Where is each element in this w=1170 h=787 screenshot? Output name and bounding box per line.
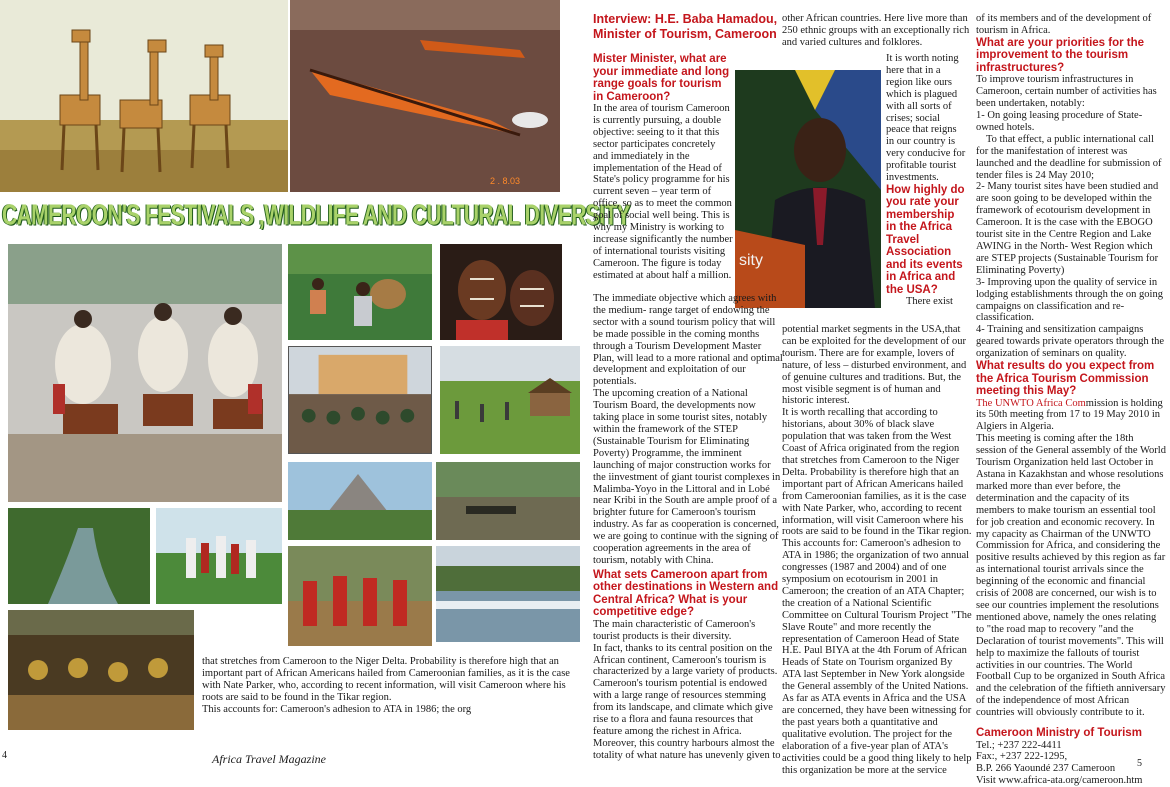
column-2-lower	[782, 324, 972, 776]
col2-paragraph-3: potential market segments in the USA,that can be exploited for the development of our tourism. There are for example, lovers of nature, of less – disturbed environment, and of genuine cultures and traditions. But, the most visible segment is of human and historic interest.	[782, 324, 967, 407]
contact-title: Cameroon Ministry of Tourism	[976, 727, 1142, 740]
col2-paragraph-4: It is worth recalling that according to historians, about 30% of black slave population that was taken from the West Coast of Africa originated from the region that stretches from Cameroon to the Niger Delta. Probability is therefore high that an important part of African Americans hailed from Cameroonian families, as it is the case with Nate Parker, who, according to recent information, will visit Cameroon where his roots are said to be found in the Tikar region.	[782, 407, 972, 538]
contact-fax: Fax:, +237 222-1295,	[976, 751, 1068, 763]
bottom-left-paragraph: that stretches from Cameroon to the Niger Delta. Probability is therefore high that an important part of African Americans hailed from Cameroonian families, as it is the case with Nate Parker, who, according to recent information, will visit Cameroon where his roots are said to be found in the Tikar region.	[202, 656, 570, 703]
col2-paragraph-1: other African countries. Here live more than 250 ethnic groups with an exceptionally rich and varied cultures and folklores.	[782, 13, 970, 48]
magazine-name: Africa Travel Magazine	[212, 752, 326, 766]
bottom-left-paragraph-2: This accounts for: Cameroon's adhesion to ATA in 1986; the org	[202, 703, 472, 715]
river-forest-photo	[8, 508, 150, 604]
column-1-lower	[593, 293, 783, 761]
page-headline: CAMEROON'S FESTIVALS ,WILDLIFE AND CULTURAL DIVERSITY	[2, 200, 631, 232]
crowd-building-photo	[288, 346, 432, 454]
col3-paragraph-2: To improve tourism infrastructures in Cameroon, certain number of activities has been undertaken, notably:	[976, 74, 1157, 110]
col3-red-text: The UNWTO Africa Com	[976, 397, 1086, 409]
minister-portrait-photo	[735, 70, 881, 308]
canoe-race-photo	[290, 0, 560, 192]
question-competitive-edge: What sets Cameroon apart from other destinations in Western and Central Africa? What is your competitive edge?	[593, 568, 779, 619]
interview-title	[593, 12, 783, 44]
col3-paragraph-5: 2- Many tourist sites have been studied and are soon going to be developed within the framework of ecotourism development in Cameroon. It is the case with the EBOGO tourist site in the Centre Region and Lake AWING in the North- West Region which are STEP projects (Sustainable Tourism for Eliminating Poverty)	[976, 181, 1159, 276]
festival-dancers-photo	[156, 508, 282, 604]
col2-paragraph-2: It is worth noting here that in a region like ours which is plagued with all sorts of crises; social peace that reigns in our country is very conducive for profitable tourist investments.	[886, 53, 966, 184]
bottom-left-text	[202, 656, 586, 716]
question-commission-meeting: What results do you expect from the Africa Tourism Commission meeting this May?	[976, 360, 1155, 398]
page-number-right: 5	[1137, 758, 1142, 769]
interview-title-line1: Interview: H.E. Baba Hamadou,	[593, 12, 778, 26]
question-ata-membership: How highly do you rate your membership in the Africa Travel Association and its events in Africa and the USA?	[886, 183, 965, 296]
contact-tel: Tel.; +237 222-4411	[976, 739, 1062, 751]
photo-date-caption: 2 . 8.03	[489, 176, 520, 186]
question-goals: Mister Minister, what are your immediate and long range goals for tourism in Cameroon?	[593, 53, 730, 103]
gathering-photo	[8, 610, 194, 730]
col3-paragraph-7: 4- Training and sensitization campaigns geared towards private operators through the organization of seminars on quality.	[976, 324, 1165, 360]
col2-side	[886, 53, 966, 323]
contact-website: Visit www.africa-ata.org/cameroon.htm	[976, 775, 1143, 787]
col3-paragraph-6: 3- Improving upon the quality of service in lodging establishments through the on going campaigns on classification and re-classification.	[976, 276, 1163, 324]
col3-paragraph-1: of its members and of the development of tourism in Africa.	[976, 13, 1152, 36]
svg-text:sity: sity	[739, 252, 763, 269]
contact-address: B.P. 266 Yaoundé 237 Cameroon	[976, 763, 1116, 775]
giraffes-photo	[0, 0, 288, 192]
col3-paragraph-8-rest: mission is holding its 50th meeting from 17 to 19 May 2010 in Algiers in Algeria.	[976, 397, 1163, 433]
col1-paragraph-5: In fact, thanks to its central position on the African continent, Cameroon's tourism is characterized by a large variety of products. Cameroon's tourism potential is endowed with a large range of resources stemming from its landscape, and climate which give rise to a flora and fauna resources that feature among the richest in Africa. Moreover, this country harbours almost the totality of what nature has unevenly given to	[593, 642, 781, 761]
rock-mountain-photo	[288, 462, 432, 540]
painted-faces-photo	[440, 244, 562, 340]
col3-paragraph-4: To that effect, a public international call for the manifestation of interest was launched and the deadline for submission of tender files is 24 May 2010;	[976, 133, 1162, 181]
grassland-hut-photo	[440, 346, 580, 454]
col3-paragraph-3: 1- On going leasing procedure of State-owned hotels.	[976, 110, 1143, 133]
column-3	[976, 13, 1166, 787]
col1-paragraph-3: The upcoming creation of a National Tourism Board, the developments now taking place in some tourist sites, notably within the framework of the STEP (Sustainable Tourism for Eliminating Poverty) Programme, the imminent launching of major construction works for the iinvestment of giant tourist complexes in Malimba-Yoyo in the Littoral and in Lobé near Kribi in the South are ample proof of a brighter future for Cameroon's tourism industry. As far as cooperation is concerned, we are going to continue with the signing of cooperation agreements in the area of tourism, notably with China.	[593, 388, 781, 566]
masked-dancers-photo	[288, 546, 432, 646]
interview-title-line2: Minister of Tourism, Cameroon	[593, 27, 777, 41]
col2-paragraph-3a: There exist	[906, 296, 953, 308]
question-infrastructure: What are your priorities for the improvement to the tourism infrastructures?	[976, 36, 1145, 74]
col1-paragraph-2: The immediate objective which agrees with the medium- range target of endowing the sector with a sound tourism policy that will be made possible in the coming months through a Tourism Development Master Plan, will lead to a more rational and optimal development and exploitation of our potentials.	[593, 293, 783, 388]
col1-paragraph-4: The main characteristic of Cameroon's tourist products is their diversity.	[593, 618, 756, 642]
waterfall-river-photo	[436, 546, 580, 642]
river-boat-photo	[436, 462, 580, 540]
horse-riders-photo	[8, 244, 282, 502]
col3-paragraph-9: This meeting is coming after the 18th session of the General assembly of the World Tourism Organization held last October in Astana in Kazakhstan and whose resolutions marked more than ever before, the determination and the capacity of its members to make tourism an essential tool for job creation and economic recovery. In my capacity as Chairman of the UNWTO Commission for Africa, and considering the positive results achieved by this region as far as international tourist arrivals since the beginning of the economic and financial crisis of 2008 are concerned, our wish is to see our countries implement the resolutions mentioned above, namely the ones relating to "the road map to recovery "and the Declaration of tourist movements". This will help to maximize the fallouts of tourist activities in our countries. The World Football Cup to be organized in South Africa and the celebration of the fiftieth anniversary of the independence of most African countries will obviously contribute to it.	[976, 433, 1166, 719]
page-number-left: 4	[2, 750, 7, 761]
col1-paragraph-1: In the area of tourism Cameroon is currently pursuing, a double objective: seeing to it that this sector participates concretely and immediately in the implementation of the Head of State's policy programme for his current seven – year term of office, so as to meet the common goal of social well being. This is why my Ministry is working to increase significantly the number of international tourists visiting Cameroon. The figure is today estimated at about half a million.	[593, 103, 733, 281]
col2-top	[782, 13, 972, 53]
tea-pickers-photo	[288, 244, 432, 340]
col2-paragraph-5: This accounts for: Cameroon's adhesion to ATA in 1986; the organization of two annual congresses (1987 and 2004) and of one symposium on ecotourism in 2001 in Cameroon; the creation of an ATA Chapter; the creation of a National Scientific Committee on Cultural Tourism Project "The Slave Route" and more recently the representation of Cameroon Head of State H.E. Paul BIYA at the 4th Forum of African Heads of State on Tourism organized By ATA last September in New York alongside the General assembly of the United Nations. As far as ATA events in Africa and the USA are concerned, they have been witnessing for the past years both a quantitative and qualitative evolution. The project for the elaboration of a five-year plan of ATA's activities could be a good thing likely to help this organization be more at the service	[782, 538, 972, 776]
col3-paragraph-8	[976, 398, 1166, 434]
